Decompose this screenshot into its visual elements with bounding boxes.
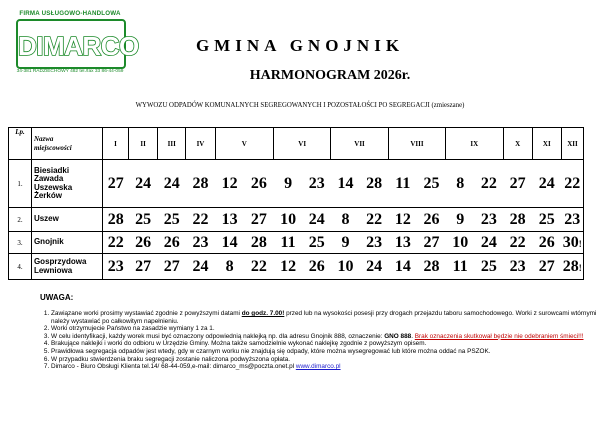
pickup-day: 12 [215, 160, 244, 208]
pickup-day: 23 [360, 232, 388, 254]
pickup-day: 28 [417, 254, 445, 280]
header-month: XII [561, 128, 583, 160]
pickup-day: 24 [158, 160, 186, 208]
header-month: VI [273, 128, 330, 160]
pickup-day: 28 [102, 208, 128, 232]
pickup-day: 14 [388, 254, 417, 280]
note-item: 5. Prawidłowa segregacja odpadów jest wtedy, gdy w czarnym worku nie znajdują się odpady, które można wysegregować lub które można oddać na PSZOK. [51, 348, 600, 356]
note-item: 4. Brakujące naklejki i worki do odbioru w Urzędzie Gminy. Można także samodzielnie wykonać naklejkę zgodnie z powyższym opisem. [51, 340, 600, 348]
notes-list [30, 310, 600, 371]
page-subtitle: HARMONOGRAM 2026r. [249, 68, 411, 83]
schedule-table [8, 127, 584, 280]
logo-address: 34-381 RADZIECHOWY 482 tel./fax 33 86-44-059 [16, 69, 124, 74]
row-locality: Gosprzydowa Lewniowa [31, 254, 102, 280]
header-month: VIII [388, 128, 445, 160]
pickup-day: 24 [186, 254, 215, 280]
pickup-day: 22 [503, 232, 532, 254]
pickup-day: 23 [186, 232, 215, 254]
pickup-day: 12 [388, 208, 417, 232]
header-month: III [158, 128, 186, 160]
logo-name: DIMARCO [18, 31, 139, 61]
pickup-day: 24 [360, 254, 388, 280]
pickup-day: 22 [186, 208, 215, 232]
pickup-day: 28 [360, 160, 388, 208]
table-row [9, 232, 584, 254]
header-month: IX [446, 128, 503, 160]
pickup-day: 23 [475, 208, 503, 232]
pickup-day: 26 [303, 254, 331, 280]
pickup-day: 9 [331, 232, 360, 254]
row-locality: Biesiadki Zawada Uszewska Żerków [31, 160, 102, 208]
pickup-day: 25 [475, 254, 503, 280]
pickup-day: 27 [128, 254, 157, 280]
pickup-day: 23 [102, 254, 128, 280]
pickup-day: 26 [128, 232, 157, 254]
page-title: GMINA GNOJNIK [195, 36, 405, 55]
pickup-day: 8 [215, 254, 244, 280]
row-locality: Gnojnik [31, 232, 102, 254]
pickup-day: 23 [561, 208, 583, 232]
pickup-day: 30! [561, 232, 583, 254]
pickup-day: 26 [417, 208, 445, 232]
pickup-day: 9 [446, 208, 475, 232]
table-header-row [9, 128, 584, 160]
note-item: 1. Zawiązane worki prosimy wystawiać zgodnie z powyższymi datami do godz. 7.00! przed lub na wysokości posesji przy drogach przejazdu taboru samochodowego. Worki z surowcami wtórnymi należy wystawiać po całkowitym napełnieniu. [51, 310, 600, 325]
pickup-day: 24 [128, 160, 157, 208]
website-link[interactable]: www.dimarco.pl [295, 363, 341, 371]
pickup-day: 23 [303, 160, 331, 208]
note-item: 2. Worki otrzymujecie Państwo na zasadzie wymiany 1 za 1. [51, 325, 600, 333]
note-item: 7. Dimarco - Biuro Obsługi Klienta tel.14/ 68-44-059,e-mail: dimarco_ms@poczta.onet.pl www.dimarco.pl [51, 363, 600, 371]
pickup-day: 22 [102, 232, 128, 254]
pickup-day: 28 [244, 232, 273, 254]
pickup-day: 26 [532, 232, 561, 254]
pickup-day: 27 [244, 208, 273, 232]
header-month: IV [186, 128, 215, 160]
pickup-day: 24 [532, 160, 561, 208]
table-row [9, 254, 584, 280]
pickup-day: 22 [244, 254, 273, 280]
pickup-day: 28! [561, 254, 583, 280]
pickup-day: 26 [244, 160, 273, 208]
pickup-day: 25 [532, 208, 561, 232]
logo-tagline: FIRMA USŁUGOWO-HANDLOWA [19, 10, 121, 17]
pickup-day: 25 [303, 232, 331, 254]
pickup-day: 27 [532, 254, 561, 280]
pickup-day: 25 [417, 160, 445, 208]
pickup-day: 13 [388, 232, 417, 254]
pickup-day: 27 [158, 254, 186, 280]
pickup-day: 10 [273, 208, 302, 232]
pickup-day: 22 [561, 160, 583, 208]
pickup-day: 26 [158, 232, 186, 254]
pickup-day: 11 [446, 254, 475, 280]
pickup-day: 10 [446, 232, 475, 254]
pickup-day: 27 [417, 232, 445, 254]
header-month: II [128, 128, 157, 160]
notes-heading: UWAGA: [40, 293, 74, 302]
header-month: V [215, 128, 273, 160]
pickup-day: 10 [331, 254, 360, 280]
pickup-day: 12 [273, 254, 302, 280]
pickup-day: 28 [186, 160, 215, 208]
pickup-day: 9 [273, 160, 302, 208]
header-lp: Lp. [9, 128, 32, 160]
table-row [9, 160, 584, 208]
pickup-day: 25 [128, 208, 157, 232]
pickup-day: 24 [475, 232, 503, 254]
pickup-day: 11 [388, 160, 417, 208]
pickup-day: 14 [331, 160, 360, 208]
header-nazwa: Nazwa miejscowości [31, 128, 102, 160]
pickup-day: 8 [446, 160, 475, 208]
row-number: 1. [9, 160, 32, 208]
header-month: X [503, 128, 532, 160]
pickup-day: 22 [475, 160, 503, 208]
row-locality: Uszew [31, 208, 102, 232]
pickup-day: 28 [503, 208, 532, 232]
row-number: 2. [9, 208, 32, 232]
row-number: 3. [9, 232, 32, 254]
pickup-day: 22 [360, 208, 388, 232]
pickup-day: 8 [331, 208, 360, 232]
pickup-day: 27 [102, 160, 128, 208]
table-row [9, 208, 584, 232]
pickup-day: 13 [215, 208, 244, 232]
pickup-day: 11 [273, 232, 302, 254]
pickup-day: 24 [303, 208, 331, 232]
pickup-day: 25 [158, 208, 186, 232]
header-month: XI [532, 128, 561, 160]
page-description: WYWOZU ODPADÓW KOMUNALNYCH SEGREGOWANYCH I POZOSTAŁOŚCI PO SEGREGACJI (zmieszane) [135, 102, 465, 109]
pickup-day: 27 [503, 160, 532, 208]
header-month: I [102, 128, 128, 160]
pickup-day: 14 [215, 232, 244, 254]
pickup-day: 23 [503, 254, 532, 280]
row-number: 4. [9, 254, 32, 280]
header-month: VII [331, 128, 388, 160]
note-item: 3. W celu identyfikacji, każdy worek musi być oznaczony odpowiednią naklejką np. dla adresu Gnojnik 888, oznaczenie: GNO 888. Brak oznaczenia skutkował będzie nie odebraniem śmieci!!! [51, 333, 600, 341]
note-item: 6. W przypadku stwierdzenia braku segregacji zostanie naliczona podwyższona opłata. [51, 356, 600, 364]
